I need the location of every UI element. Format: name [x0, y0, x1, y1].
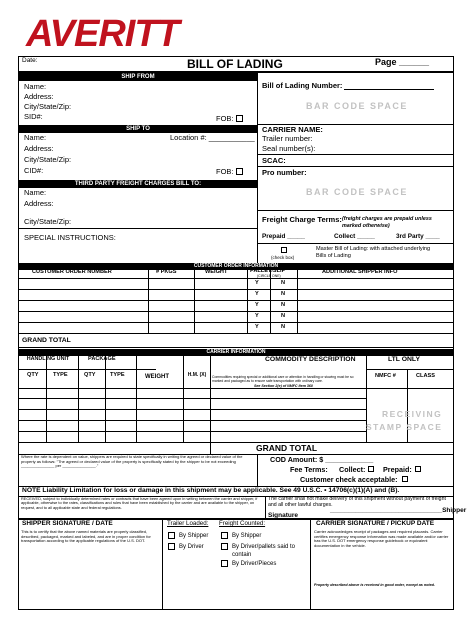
ci-ltl-only: LTL ONLY: [388, 356, 420, 363]
bol-number-label: Bill of Lading Number:: [262, 81, 343, 90]
cod-prepaid-label: Prepaid:: [383, 465, 412, 474]
cod-customer-check-label: Customer check acceptable:: [300, 475, 398, 484]
cod-collect-checkbox[interactable]: [368, 466, 374, 472]
trailer-by-driver-checkbox[interactable]: [168, 543, 175, 550]
rule-line: [18, 442, 454, 443]
counted-by-shipper-checkbox[interactable]: [221, 532, 228, 539]
ship-from-sid[interactable]: SID#:: [24, 112, 43, 121]
rule-line: [366, 369, 454, 370]
cod-prepaid-checkbox[interactable]: [415, 466, 421, 472]
liability-note: NOTE Liability Limitation for loss or damage in this shipment may be applicable. See 49 U.S.C. • 14706(c)(1)(A) and (B).: [22, 487, 400, 494]
rule-line: [18, 409, 366, 410]
rule-line: [105, 355, 106, 442]
rule-line: [18, 333, 454, 334]
freight-counted-label: Freight Counted:: [219, 520, 266, 527]
carrier-received-note: Property described above is received in good order, except as noted.: [314, 583, 435, 587]
trailer-by-shipper-checkbox[interactable]: [168, 532, 175, 539]
page-number-field[interactable]: Page ______: [375, 57, 430, 67]
rule-line: [18, 420, 366, 421]
counted-by-driver-pieces: By Driver/Pieces: [232, 561, 277, 567]
page-title: BILL OF LADING: [187, 57, 283, 71]
ship-from-csz[interactable]: City/State/Zip:: [24, 102, 72, 111]
carrier-signature-text: Carrier acknowledges receipt of packages and required placards. Carrier certifies emergency response information was made available and/or carrier has the U.S. DOT emergency response guidebook or equivalent documentation in the vehicle.: [314, 529, 449, 548]
counted-by-driver-pieces-checkbox[interactable]: [221, 560, 228, 567]
ci-qty-2: QTY: [84, 372, 96, 378]
check-box-label: (check box): [271, 255, 295, 260]
rule-line: [18, 278, 454, 279]
rule-line: [18, 311, 454, 312]
ship-to-csz[interactable]: City/State/Zip:: [24, 155, 72, 164]
ci-type-1: TYPE: [53, 372, 68, 378]
rule-line: [18, 322, 454, 323]
pro-number-label[interactable]: Pro number:: [262, 168, 307, 177]
freight-prepaid[interactable]: Prepaid _____: [262, 233, 305, 240]
ci-commodity-note: Commodities requiring special or additional care or attention in handling or stowing must be so marked and packaged as to ensure safe transportation with ordinary care.: [212, 375, 354, 383]
seal-number-label[interactable]: Seal number(s):: [262, 144, 316, 153]
co-col-pallet-sub: (CIRCLE ONE): [257, 274, 281, 278]
ship-to-fob-label: FOB:: [216, 167, 234, 176]
cod-fee-terms: Fee Terms:: [290, 465, 328, 474]
ci-qty-1: QTY: [27, 372, 39, 378]
ship-from-name[interactable]: Name:: [24, 82, 47, 91]
co-col-order: CUSTOMER ORDER NUMBER: [32, 269, 112, 275]
ci-weight: WEIGHT: [145, 374, 169, 380]
trailer-by-shipper: By Shipper: [179, 533, 209, 539]
rule-line: [46, 355, 47, 442]
ship-to-name[interactable]: Name:: [24, 133, 47, 142]
rule-line: [183, 355, 184, 442]
pallet-yes-option[interactable]: Y: [255, 313, 259, 319]
pallet-yes-option[interactable]: Y: [255, 302, 259, 308]
freight-third-party[interactable]: 3rd Party ____: [396, 233, 440, 240]
rule-line: [270, 269, 271, 333]
ship-to-address[interactable]: Address:: [24, 144, 54, 153]
third-party-heading: THIRD PARTY FREIGHT CHARGES BILL TO:: [19, 180, 257, 188]
pallet-yes-option[interactable]: Y: [255, 280, 259, 286]
rule-line: [247, 269, 248, 333]
freight-terms-label: Freight Charge Terms:: [262, 215, 342, 224]
pallet-yes-option[interactable]: Y: [255, 291, 259, 297]
customer-order-heading: CUSTOMER ORDER INFORMATION: [19, 263, 453, 269]
rule-line: [18, 289, 454, 290]
counted-by-driver-pallets: By Driver/pallets said to contain: [232, 544, 296, 559]
rule-line: [194, 269, 195, 333]
ci-handling-unit: HANDLING UNIT: [26, 356, 70, 362]
carrier-info-heading: CARRIER INFORMATION: [19, 349, 453, 355]
ship-to-fob-checkbox[interactable]: [236, 168, 243, 175]
counted-by-driver-pallets-checkbox[interactable]: [221, 543, 228, 550]
shipper-signature-line[interactable]: _______________________________Shipper: [330, 507, 467, 514]
rule-line: [136, 355, 137, 442]
date-label: Date:: [22, 57, 38, 64]
cod-collect-label: Collect:: [339, 465, 366, 474]
pro-barcode-space: BAR CODE SPACE: [306, 187, 408, 197]
rule-line: [210, 355, 211, 442]
ship-from-fob-label: FOB:: [216, 114, 234, 123]
trailer-number-label[interactable]: Trailer number:: [262, 134, 313, 143]
ship-to-cid[interactable]: CID#:: [24, 166, 44, 175]
slip-no-option[interactable]: N: [281, 291, 286, 297]
rule-line: [297, 269, 298, 333]
declared-value-note: Where the rate is dependent on value, shippers are required to state specifically in writing the agreed or declared value of the property as follows: "The agreed or declared value of the property is specifically stated by the shipper to be not exceeding _______________ per _______________.": [21, 454, 243, 469]
pallet-yes-option[interactable]: Y: [255, 324, 259, 330]
shipper-signature-heading: SHIPPER SIGNATURE / DATE: [22, 520, 113, 527]
ci-class: CLASS: [416, 373, 435, 379]
freight-collect[interactable]: Collect _____: [334, 233, 375, 240]
averitt-logo: AVERITT: [26, 13, 179, 55]
ci-hm: H.M. (X): [187, 372, 207, 378]
cod-amount[interactable]: COD Amount: $ ____________: [270, 455, 374, 464]
counted-by-shipper: By Shipper: [232, 533, 262, 539]
rule-line: [78, 355, 79, 442]
ci-type-2: TYPE: [110, 372, 125, 378]
rule-line: [18, 431, 366, 432]
co-col-pkgs: # PKGS: [156, 269, 177, 275]
master-bol-checkbox[interactable]: [281, 247, 287, 253]
co-col-pallet: PALLET/SLIP: [250, 268, 286, 274]
co-grand-total: GRAND TOTAL: [22, 337, 71, 344]
rule-line: [18, 347, 454, 348]
co-col-weight: WEIGHT: [205, 269, 228, 275]
rule-line: [148, 269, 149, 333]
slip-no-option[interactable]: N: [281, 302, 286, 308]
received-note: RECEIVED, subject to individually determined rates or contracts that have been agreed upon in writing between the carrier and shipper, if applicable, otherwise to the rates, classifications and rules that have been established by the carrier and are available to the shipper, on request, and to all applicable state and federal regulations.: [21, 496, 258, 510]
receiving-stamp-1: RECEIVING: [382, 409, 443, 419]
rule-line: [18, 398, 366, 399]
cod-customer-check-checkbox[interactable]: [402, 476, 408, 482]
third-party-csz[interactable]: City/State/Zip:: [24, 217, 72, 226]
scac-label[interactable]: SCAC:: [262, 156, 286, 165]
shipper-signature-text: This is to certify that the above named materials are properly classified, described, packaged, marked and labeled, and are in proper condition for transportation according to the applicable regulations of the U.S. DOT.: [21, 529, 151, 544]
bol-barcode-space: BAR CODE SPACE: [306, 101, 408, 111]
ship-to-heading: SHIP TO: [19, 125, 257, 133]
ci-grand-total: GRAND TOTAL: [256, 443, 318, 453]
third-party-address[interactable]: Address:: [24, 199, 54, 208]
ship-to-location[interactable]: Location #: ___________: [170, 133, 255, 142]
slip-no-option[interactable]: N: [281, 313, 286, 319]
ci-package: PACKAGE: [88, 356, 116, 362]
carrier-refuse-note: The carrier shall not make delivery of this shipment without payment of freight and all other lawful charges.: [268, 496, 446, 508]
co-col-addl: ADDITIONAL SHIPPER INFO: [322, 269, 398, 275]
trailer-loaded-label: Trailer Loaded:: [167, 520, 209, 527]
ship-from-heading: SHIP FROM: [19, 73, 257, 81]
receiving-stamp-2: STAMP SPACE: [366, 422, 443, 432]
rule-line: [210, 442, 211, 454]
signature-label: Signature: [268, 512, 298, 519]
special-instructions-label[interactable]: SPECIAL INSTRUCTIONS:: [24, 233, 116, 242]
trailer-by-driver: By Driver: [179, 544, 204, 550]
master-bol-text: Master Bill of Lading: with attached underlying Bills of Lading: [316, 246, 431, 260]
ci-commodity-see: See Section 2(e) of NMFC Item 360: [254, 384, 313, 388]
freight-terms-note: (freight charges are prepaid unless marked otherwise): [342, 216, 432, 230]
rule-line: [18, 300, 454, 301]
slip-no-option[interactable]: N: [281, 324, 286, 330]
rule-line: [18, 388, 454, 389]
customer-order-table: [18, 269, 454, 347]
carrier-name-label[interactable]: CARRIER NAME:: [262, 125, 323, 134]
ci-commodity: COMMODITY DESCRIPTION: [265, 356, 356, 363]
ci-nmfc: NMFC #: [375, 373, 396, 379]
slip-no-option[interactable]: N: [281, 280, 286, 286]
carrier-signature-heading: CARRIER SIGNATURE / PICKUP DATE: [316, 520, 435, 527]
ship-from-fob-checkbox[interactable]: [236, 115, 243, 122]
third-party-name[interactable]: Name:: [24, 188, 47, 197]
ship-from-address[interactable]: Address:: [24, 92, 54, 101]
